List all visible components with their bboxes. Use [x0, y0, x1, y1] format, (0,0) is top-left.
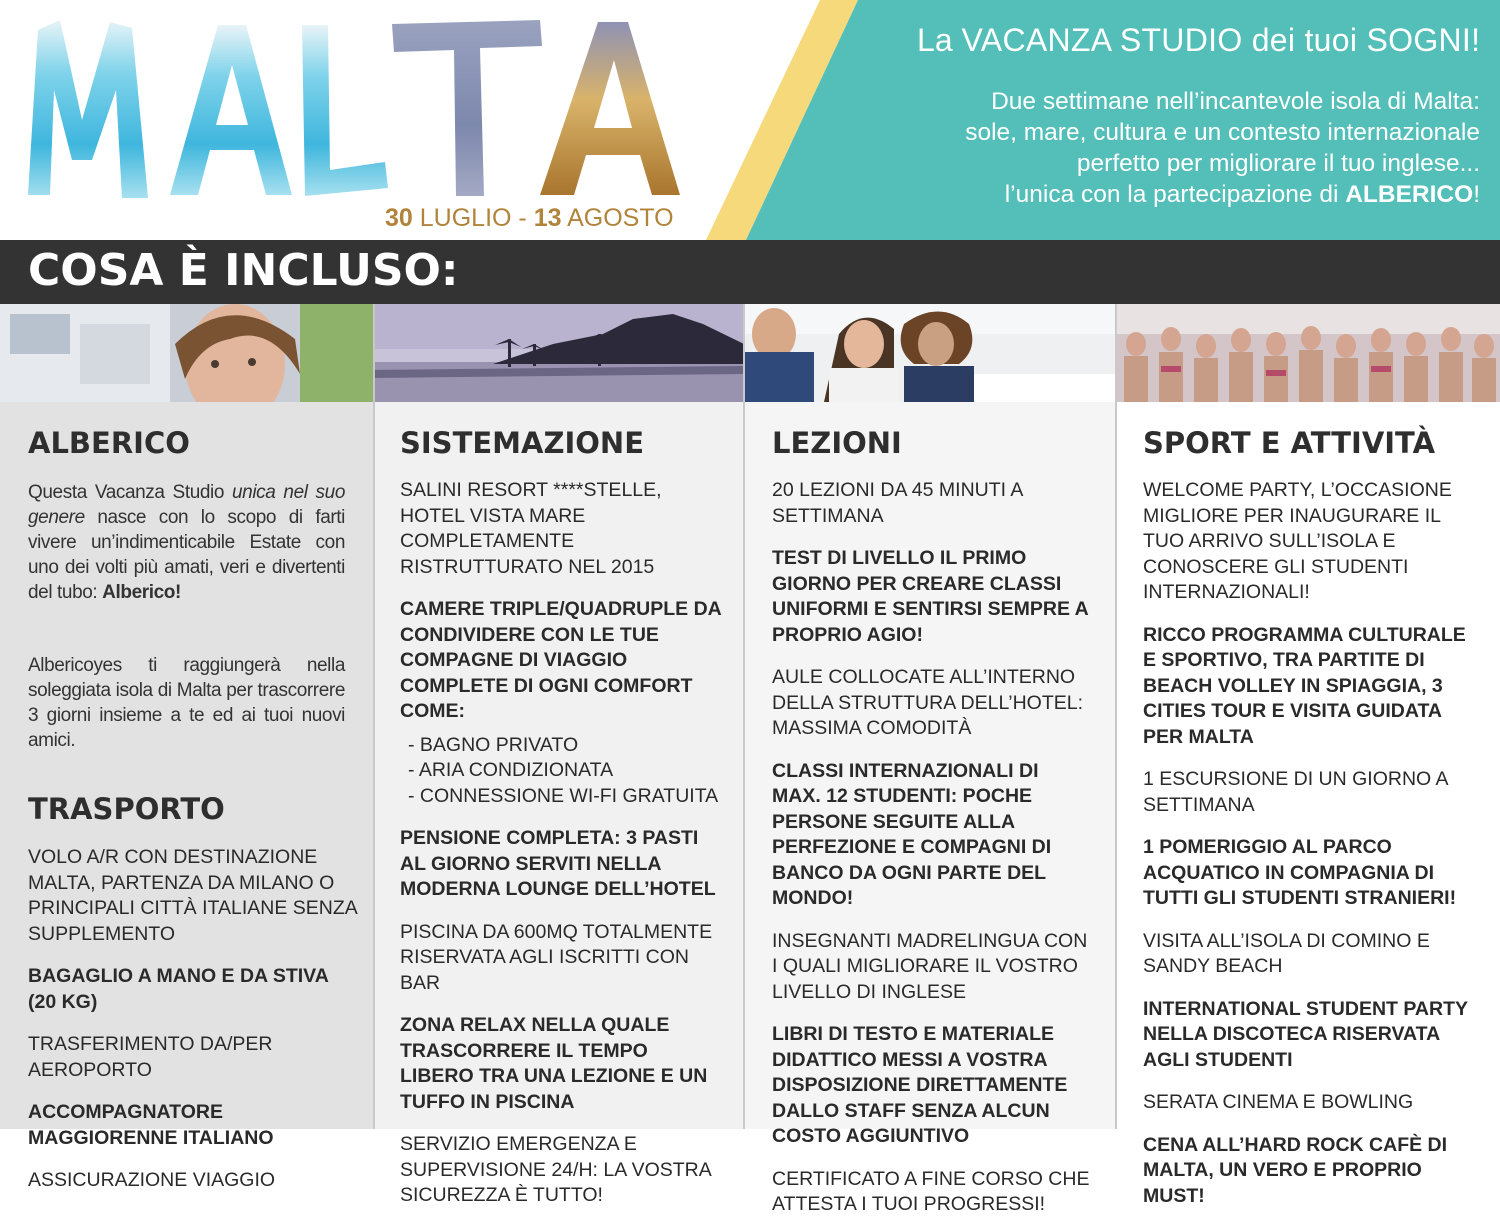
lezioni-item: CERTIFICATO A FINE CORSO CHE ATTESTA I TUOI PROGRESSI! [772, 1167, 1090, 1215]
included-banner [0, 240, 1500, 304]
sport-item: 1 ESCURSIONE DI UN GIORNO A SETTIMANA [1143, 768, 1448, 816]
start-month: LUGLIO [419, 204, 512, 232]
letter-a [170, 25, 292, 195]
lezioni-item: CLASSI INTERNAZIONALI DI MAX. 12 STUDENTI: POCHE PERSONE SEGUITE ALLA PERFEZIONE E COMPAGNI DI BANCO DA OGNI PARTE DEL MONDO! [772, 759, 1052, 909]
sport-list [1143, 478, 1478, 1209]
column-divider [373, 304, 375, 1129]
intro-line-4: l’unica con la partecipazione di ALBERICO! [1004, 181, 1480, 208]
sistemazione-section [400, 426, 725, 1209]
intro-line-2: sole, mare, cultura e un contesto internazionale [965, 119, 1480, 146]
room-feature-item: - CONNESSIONE WI-FI GRATUITA [408, 784, 719, 807]
lezioni-item: AULE COLLOCATE ALL’INTERNO DELLA STRUTTURA DELL’HOTEL: MASSIMA COMODITÀ [772, 666, 1084, 739]
beach-party-photo [1116, 304, 1500, 402]
photo-strip [0, 304, 1500, 402]
sport-title: SPORT E ATTIVITÀ [1143, 426, 1436, 460]
portrait-photo [0, 304, 373, 402]
letter-l [302, 25, 388, 196]
letter-a-2 [540, 22, 680, 195]
travel-dates [385, 204, 674, 233]
dates-separator: - [518, 204, 527, 232]
letter-m [28, 20, 148, 198]
sport-item: INTERNATIONAL STUDENT PARTY NELLA DISCOTECA RISERVATA AGLI STUDENTI [1143, 997, 1468, 1071]
room-feature-item: - ARIA CONDIZIONATA [408, 759, 614, 781]
lezioni-item: LIBRI DI TESTO E MATERIALE DIDATTICO MESSI A VOSTRA DISPOSIZIONE DIRETTAMENTE DALLO STAFF SENZA ALCUN COSTO AGGIUNTIVO [772, 1023, 1068, 1147]
end-month: AGOSTO [567, 204, 674, 232]
included-title: COSA È INCLUSO: [28, 245, 459, 296]
trasporto-title: TRASPORTO [28, 792, 225, 826]
lezioni-item: TEST DI LIVELLO IL PRIMO GIORNO PER CREARE CLASSI UNIFORMI E SENTIRSI SEMPRE A PROPRIO AGIO! [772, 547, 1088, 646]
sistemazione-board: PENSIONE COMPLETA: 3 PASTI AL GIORNO SERVITI NELLA MODERNA LOUNGE DELL’HOTEL [400, 827, 716, 900]
sistemazione-hotel: SALINI RESORT ****STELLE, HOTEL VISTA MARE COMPLETAMENTE RISTRUTTURATO NEL 2015 [400, 479, 662, 578]
alberico-paragraph-2: Albericoyes ti raggiungerà nella soleggiata isola di Malta per trascorrere 3 giorni insieme a te ed ai tuoi nuovi amici. [28, 655, 345, 751]
lezioni-section [772, 426, 1092, 1218]
sport-item: WELCOME PARTY, L’OCCASIONE MIGLIORE PER INAUGURARE IL TUO ARRIVO SULL’ISOLA E CONOSCERE GLI STUDENTI INTERNAZIONALI! [1143, 479, 1452, 603]
end-day: 13 [533, 204, 562, 232]
alberico-paragraph-1: Questa Vacanza Studio unica nel suo genere nasce con lo scopo di farti vivere un’indimenticabile Estate con uno dei volti più amati, veri e divertenti del tubo: Alberico! [28, 482, 345, 603]
lezioni-title: LEZIONI [772, 426, 902, 460]
letter-t [392, 20, 542, 196]
trasporto-item: TRASFERIMENTO DA/PER AEROPORTO [28, 1033, 273, 1081]
header [0, 0, 1500, 240]
room-features-list [400, 733, 725, 810]
headline: La VACANZA STUDIO dei tuoi SOGNI! [917, 22, 1480, 58]
palm-sunset-photo [373, 304, 744, 402]
students-photo [744, 304, 1116, 402]
sistemazione-title: SISTEMAZIONE [400, 426, 645, 460]
intro-line-1: Due settimane nell’incantevole isola di Malta: [991, 88, 1480, 115]
sport-item: RICCO PROGRAMMA CULTURALE E SPORTIVO, TRA PARTITE DI BEACH VOLLEY IN SPIAGGIA, 3 CITIES TOUR E VISITA GUIDATA PER MALTA [1143, 623, 1466, 748]
column-divider [1115, 304, 1117, 1129]
sport-item: VISITA ALL’ISOLA DI COMINO E SANDY BEACH [1143, 929, 1430, 977]
alberico-section [28, 426, 345, 753]
trasporto-item: VOLO A/R CON DESTINAZIONE MALTA, PARTENZA DA MILANO O PRINCIPALI CITTÀ ITALIANE SENZA SUPPLEMENTO [28, 846, 357, 945]
intro-text [840, 86, 1480, 210]
lezioni-list [772, 478, 1092, 1218]
column-divider [743, 304, 745, 1129]
alberico-title: ALBERICO [28, 426, 190, 460]
sport-item: SERATA CINEMA E BOWLING [1143, 1091, 1414, 1113]
sport-item: CENA ALL’HARD ROCK CAFÈ DI MALTA, UN VERO E PROPRIO MUST! [1143, 1133, 1448, 1207]
sistemazione-pool: PISCINA DA 600MQ TOTALMENTE RISERVATA AGLI ISCRITTI CON BAR [400, 920, 713, 994]
sport-section [1143, 426, 1478, 1209]
sistemazione-relax: ZONA RELAX NELLA QUALE TRASCORRERE IL TEMPO LIBERO TRA UNA LEZIONE E UN TUFFO IN PISCINA [400, 1014, 708, 1113]
trasporto-list [28, 845, 358, 1194]
lezioni-item: 20 LEZIONI DA 45 MINUTI A SETTIMANA [772, 479, 1023, 527]
start-day: 30 [385, 204, 413, 232]
alberico-highlight: ALBERICO [1345, 181, 1474, 208]
trasporto-item: ASSICURAZIONE VIAGGIO [28, 1169, 276, 1191]
trasporto-item: ACCOMPAGNATORE MAGGIORENNE ITALIANO [28, 1101, 274, 1149]
malta-title-logo [20, 10, 700, 210]
sistemazione-emergency: SERVIZIO EMERGENZA E SUPERVISIONE 24/H: LA VOSTRA SICUREZZA È TUTTO! [400, 1133, 711, 1206]
sport-item: 1 POMERIGGIO AL PARCO ACQUATICO IN COMPAGNIA DI TUTTI GLI STUDENTI STRANIERI! [1143, 836, 1457, 909]
headline-emphasis: VACANZA STUDIO dei tuoi SOGNI [961, 22, 1472, 58]
trasporto-item: BAGAGLIO A MANO E DA STIVA (20 KG) [28, 965, 329, 1013]
trasporto-section [28, 792, 358, 1194]
intro-line-3: perfetto per migliorare il tuo inglese... [1076, 150, 1480, 177]
alberico-name: Alberico! [102, 582, 181, 603]
sistemazione-rooms: CAMERE TRIPLE/QUADRUPLE DA CONDIVIDERE CON LE TUE COMPAGNE DI VIAGGIO COMPLETE DI OGNI COMFORT COME: [400, 598, 722, 722]
room-feature-item: - BAGNO PRIVATO [408, 733, 579, 756]
lezioni-item: INSEGNANTI MADRELINGUA CON I QUALI MIGLIORARE IL VOSTRO LIVELLO DI INGLESE [772, 929, 1088, 1003]
